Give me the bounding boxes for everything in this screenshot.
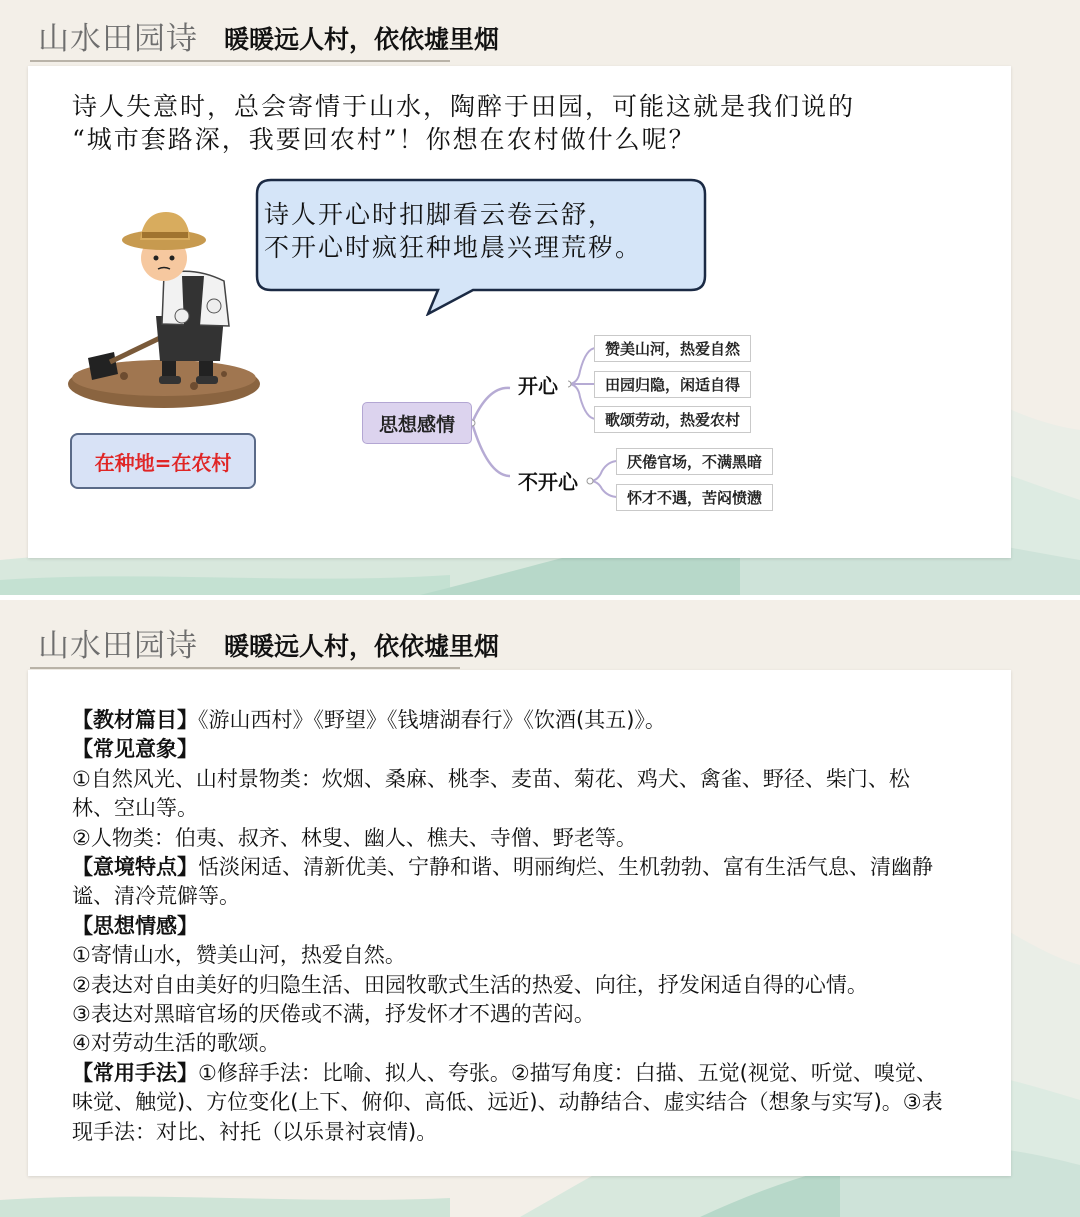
farming-equals-village-label: 在种地=在农村 [70, 433, 256, 489]
slide-2 [0, 600, 1080, 1217]
imagery-section [72, 735, 1012, 764]
mindmap-leaf: 怀才不遇，苦闷愤懑 [616, 484, 773, 511]
mindmap-leaf: 田园归隐，闲适自得 [594, 371, 751, 398]
section-heading: 【意境特点】 [72, 855, 198, 880]
category-title: 山水田园诗 [38, 21, 198, 57]
section-line: ②表达对自由美好的归隐生活、田园牧歌式生活的热爱、向往，抒发闲适自得的心情。 [72, 972, 868, 997]
content-card [28, 66, 1011, 558]
slide-header [38, 615, 499, 665]
mindmap-branch-happy: 开心 [518, 373, 558, 398]
header-underline [30, 60, 450, 62]
mindmap-branch-unhappy: 不开心 [518, 469, 578, 494]
section-text: 《游山西村》《野望》《钱塘湖春行》《饮酒(其五)》。 [198, 708, 666, 732]
section-line: ②人物类：伯夷、叔齐、林叟、幽人、樵夫、寺僧、野老等。 [72, 825, 637, 850]
section-line: ①自然风光、山村景物类：炊烟、桑麻、桃李、麦苗、菊花、鸡犬、禽雀、野径、柴门、松 [72, 766, 910, 791]
bubble-line: 不开心时疯狂种地晨兴理荒秽。 [264, 233, 643, 262]
section-line: 现手法：对比、衬托（以乐景衬哀情)。 [72, 1119, 438, 1144]
section-heading: 【思想情感】 [72, 913, 198, 938]
section-line: ④对劳动生活的歌颂。 [72, 1031, 280, 1056]
mindmap-leaf: 厌倦官场，不满黑暗 [616, 448, 773, 475]
mindmap-leaf: 歌颂劳动，热爱农村 [594, 406, 751, 433]
header-underline [30, 667, 460, 669]
intro-text [72, 90, 855, 156]
intro-line: “城市套路深，我要回农村”！你想在农村做什么呢？ [72, 125, 696, 154]
section-text: ①修辞手法：比喻、拟人、夸张。②描写角度：白描、五觉(视觉、听觉、嗅觉、 [198, 1060, 937, 1085]
section-heading: 【教材篇目】 [72, 708, 198, 732]
section-line: 林、空山等。 [72, 796, 198, 821]
content-card [28, 670, 1011, 1176]
slide-header [38, 8, 499, 58]
farmer-illustration [64, 206, 279, 411]
notes-body [72, 706, 1012, 1147]
section-line: 谧、清冷荒僻等。 [72, 884, 240, 909]
mindmap-root: 思想感情 [362, 402, 472, 444]
category-title: 山水田园诗 [38, 628, 198, 664]
section-heading: 【常用手法】 [72, 1060, 198, 1085]
intro-line: 诗人失意时，总会寄情于山水，陶醉于田园，可能这就是我们说的 [72, 92, 856, 121]
mindmap-leaf: 赞美山河，热爱自然 [594, 335, 751, 362]
techniques-section [72, 1059, 1012, 1088]
slide-subtitle: 暖暖远人村，依依墟里烟 [224, 632, 500, 661]
section-line: ③表达对黑暗官场的厌倦或不满，抒发怀才不遇的苦闷。 [72, 1002, 595, 1027]
section-line: ①寄情山水，赞美山河，热爱自然。 [72, 943, 406, 968]
section-heading: 【常见意象】 [72, 737, 198, 762]
slide-1 [0, 0, 1080, 595]
section-text: 恬淡闲适、清新优美、宁静和谐、明丽绚烂、生机勃勃、富有生活气息、清幽静 [198, 855, 933, 880]
slide-subtitle: 暖暖远人村，依依墟里烟 [224, 25, 500, 54]
section-line: 味觉、触觉)、方位变化(上下、俯仰、高低、远近)、动静结合、虚实结合（想象与实写)。③表 [72, 1090, 943, 1115]
mood-section [72, 853, 1012, 882]
emotion-section [72, 912, 1012, 941]
bubble-text [264, 198, 642, 264]
texts-section [72, 706, 1012, 735]
bubble-line: 诗人开心时扣脚看云卷云舒， [264, 200, 616, 229]
